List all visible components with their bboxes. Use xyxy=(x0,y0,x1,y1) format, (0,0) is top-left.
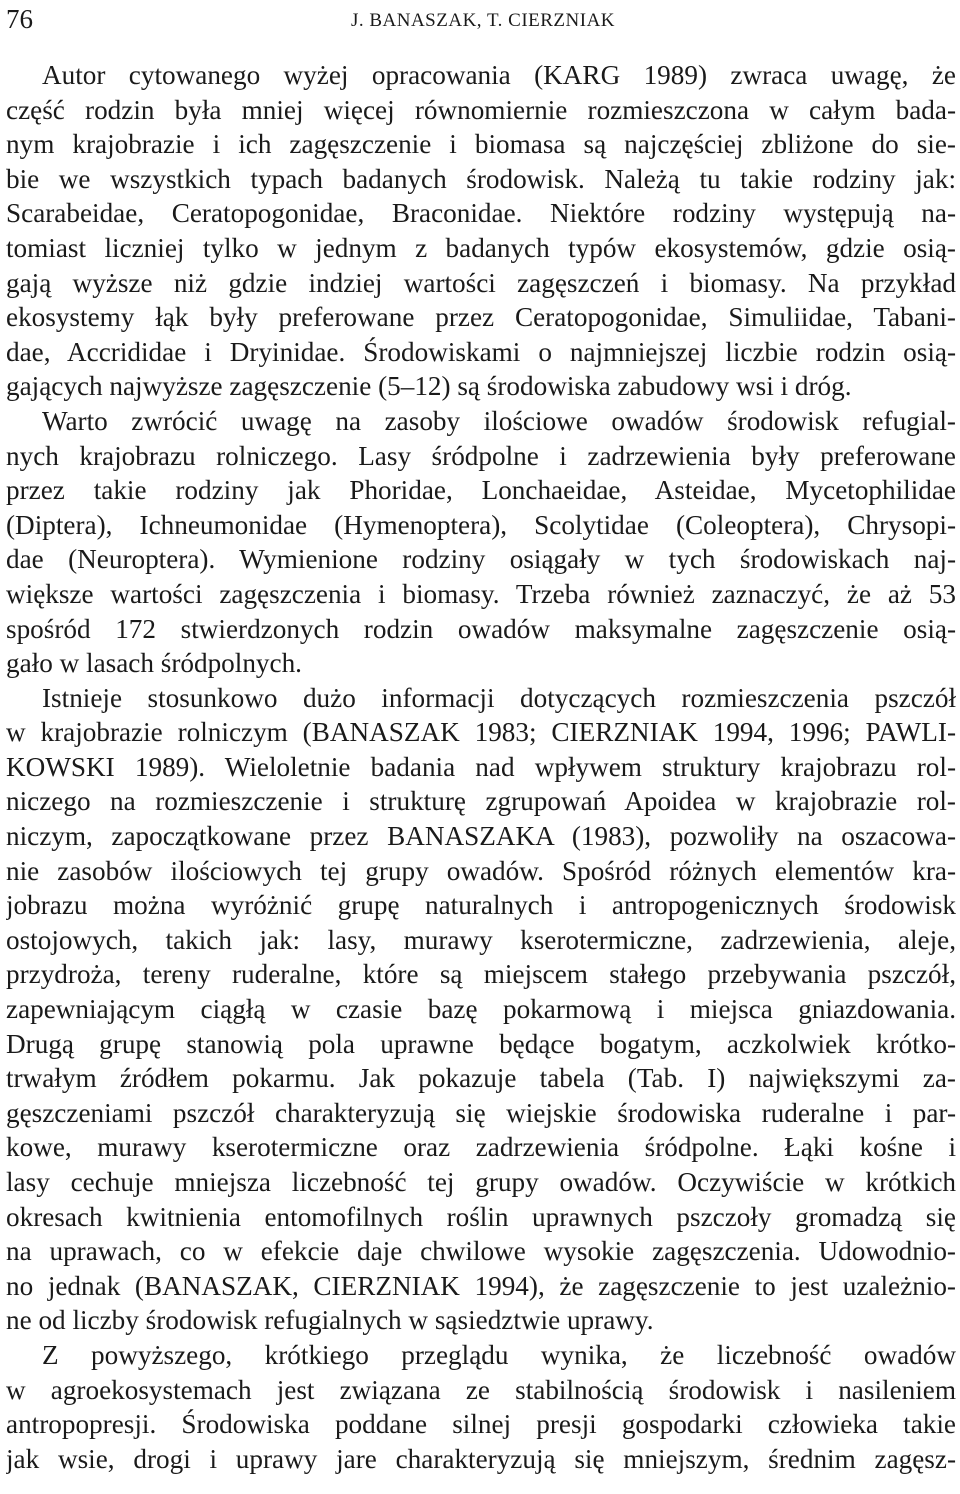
text-line: niczym, zapoczątkowane przez BANASZAKA (1983), pozwoliły na oszacowa- xyxy=(6,821,956,852)
text-line: jak wsie, drogi i uprawy jare charakteryzują się mniejszym, średnim zagęsz- xyxy=(6,1443,956,1474)
text-line: ne od liczby środowisk refugialnych w sąsiedztwie uprawy. xyxy=(6,1305,654,1336)
text-line: trwałym źródłem pokarmu. Jak pokazuje tabela (Tab. I) największymi za- xyxy=(6,1063,956,1094)
text-line: dae, Accrididae i Dryinidae. Środowiskami o najmniejszej liczbie rodzin osią- xyxy=(6,336,956,367)
text-line: przez takie rodziny jak Phoridae, Lonchaeidae, Asteidae, Mycetophilidae xyxy=(6,475,956,506)
text-line: antropopresji. Środowiska poddane silnej presji gospodarki człowieka takie xyxy=(6,1409,956,1440)
text-line: w krajobrazie rolniczym (BANASZAK 1983; CIERZNIAK 1994, 1996; PAWLI- xyxy=(6,717,956,748)
text-line: dae (Neuroptera). Wymienione rodziny osiągały w tych środowiskach naj- xyxy=(6,544,956,575)
text-line: gających najwyższe zagęszczenie (5–12) są środowiska zabudowy wsi i dróg. xyxy=(6,371,852,402)
text-line: w agroekosystemach jest związana ze stabilnością środowisk i nasileniem xyxy=(6,1374,956,1405)
text-line: ekosystemy łąk były preferowane przez Ceratopogonidae, Simuliidae, Tabani- xyxy=(6,302,956,333)
running-head: J. BANASZAK, T. CIERZNIAK xyxy=(350,10,616,31)
body-text xyxy=(6,58,956,1476)
text-line: niczego na rozmieszczenie i strukturę zgrupowań Apoidea w krajobrazie rol- xyxy=(6,786,956,817)
text-line: większe wartości zagęszczenia i biomasy. Trzeba również zaznaczyć, że aż 53 xyxy=(6,578,956,609)
text-line: nie zasobów ilościowych tej grupy owadów. Spośród różnych elementów kra- xyxy=(6,855,956,886)
text-line: część rodzin była mniej więcej równomiernie rozmieszczona w całym bada- xyxy=(6,94,956,125)
text-line: nych krajobrazu rolniczego. Lasy śródpolne i zadrzewienia były preferowane xyxy=(6,440,956,471)
text-line: Autor cytowanego wyżej opracowania (KARG 1989) zwraca uwagę, że xyxy=(42,60,956,90)
text-line: kowe, murawy kserotermiczne oraz zadrzewienia śródpolne. Łąki kośne i xyxy=(6,1132,956,1163)
text-line: ostojowych, takich jak: lasy, murawy kserotermiczne, zadrzewienia, aleje, xyxy=(6,924,956,955)
text-line: zapewniającym ciągłą w czasie bazę pokarmową i miejsca gniazdowania. xyxy=(6,994,956,1025)
text-line: gało w lasach śródpolnych. xyxy=(6,648,302,679)
text-line: lasy cechuje mniejsza liczebność tej grupy owadów. Oczywiście w krótkich xyxy=(6,1167,956,1197)
text-line: Scarabeidae, Ceratopogonidae, Braconidae. Niektóre rodziny występują na- xyxy=(6,198,956,229)
text-line: bie we wszystkich typach badanych środowisk. Należą tu takie rodziny jak: xyxy=(6,163,956,194)
text-line: no jednak (BANASZAK, CIERZNIAK 1994), że zagęszczenie to jest uzależnio- xyxy=(6,1270,956,1301)
text-line: nym krajobrazie i ich zagęszczenie i biomasa są najczęściej zbliżone do sie- xyxy=(6,129,956,160)
text-line: na uprawach, co w efekcie daje chwilowe wysokie zagęszczenia. Udowodnio- xyxy=(6,1236,956,1267)
page-number: 76 xyxy=(6,4,33,34)
text-line: (Diptera), Ichneumonidae (Hymenoptera), Scolytidae (Coleoptera), Chrysopi- xyxy=(6,509,956,540)
text-line: spośród 172 stwierdzonych rodzin owadów maksymalne zagęszczenie osią- xyxy=(6,613,956,644)
text-line: okresach kwitnienia entomofilnych roślin uprawnych pszczoły gromadzą się xyxy=(6,1201,956,1232)
text-line: Istnieje stosunkowo dużo informacji dotyczących rozmieszczenia pszczół xyxy=(42,682,956,713)
page-header xyxy=(6,2,960,36)
text-line: Warto zwrócić uwagę na zasoby ilościowe owadów środowisk refugial- xyxy=(42,405,956,436)
text-line: KOWSKI 1989). Wieloletnie badania nad wpływem struktury krajobrazu rol- xyxy=(6,751,956,782)
text-line: przydroża, tereny ruderalne, które są miejscem stałego przebywania pszczół, xyxy=(6,959,956,990)
text-line: gają wyższe niż gdzie indziej wartości zagęszczeń i biomasy. Na przykład xyxy=(6,267,956,298)
text-line: tomiast liczniej tylko w jednym z badanych typów ekosystemów, gdzie osią- xyxy=(6,232,956,263)
text-line: gęszczeniami pszczół charakteryzują się wiejskie środowiska ruderalne i par- xyxy=(6,1097,956,1128)
text-line: Z powyższego, krótkiego przeglądu wynika, że liczebność owadów xyxy=(42,1339,956,1370)
text-line: Drugą grupę stanowią pola uprawne będące bogatym, aczkolwiek krótko- xyxy=(6,1028,956,1059)
text-line: jobrazu można wyróżnić grupę naturalnych i antropogenicznych środowisk xyxy=(6,890,956,921)
